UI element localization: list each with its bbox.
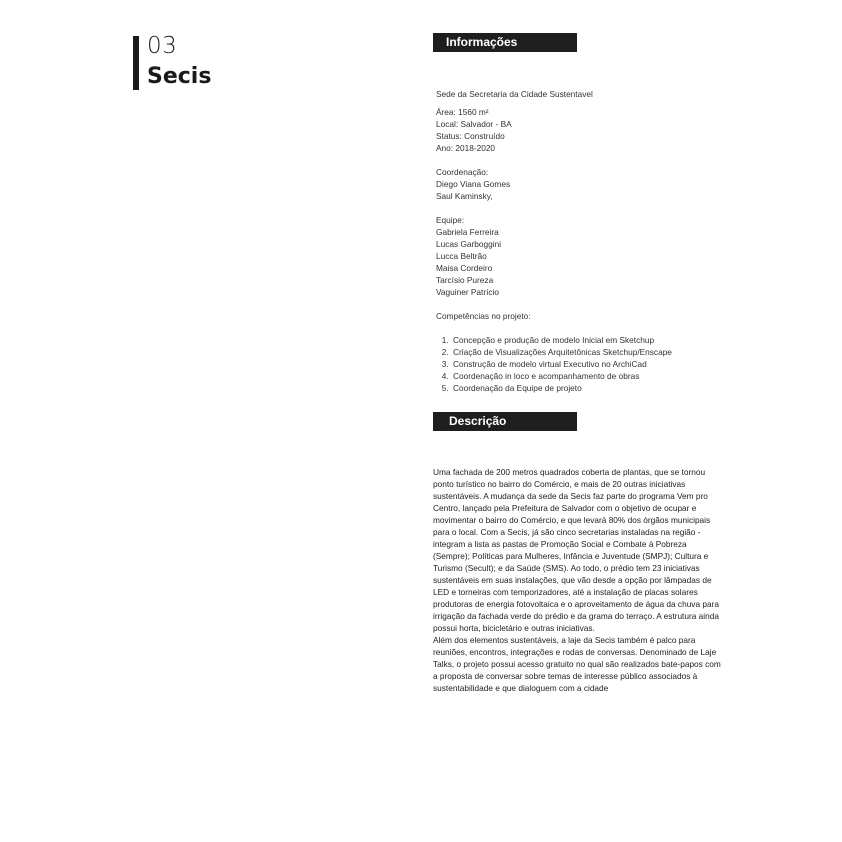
team-label: Equipe:: [436, 215, 465, 225]
coordination-label: Coordenação:: [436, 167, 489, 177]
coordinator: Saul Kaminsky,: [436, 191, 493, 201]
project-number: 03: [147, 33, 178, 59]
detail-status: Status: Construído: [436, 131, 505, 141]
team-member: Lucas Garboggini: [436, 239, 502, 249]
project-full-name: Sede da Secretaria da Cidade Sustentavel: [436, 89, 593, 99]
team-member: Lucca Beltrão: [436, 251, 487, 261]
detail-year: Ano: 2018-2020: [436, 143, 496, 153]
detail-location: Local: Salvador - BA: [436, 119, 512, 129]
description-body: [433, 466, 725, 694]
competency-item: 2. Criação de Visualizações Arquitetônicas Sketchup/Enscape: [451, 346, 736, 358]
competencies-label: Competências no projeto:: [436, 311, 531, 321]
competency-item: 1. Concepção e produção de modelo Inicial em Sketchup: [451, 334, 736, 346]
team-member: Tarcísio Pureza: [436, 275, 494, 285]
info-block: [436, 88, 736, 394]
description-paragraph: Uma fachada de 200 metros quadrados coberta de plantas, que se tornou ponto turístico no bairro do Comércio, e mais de 20 outras iniciativas sustentáveis. A mudança da sede da Secis faz parte do programa Vem pro Centro, lançado pela Prefeitura de Salvador com o objetivo de ocupar e movimentar o bairro do Comércio, e que levará 80% dos órgãos municipais para o local. Com a Secis, já são cinco secretarias instaladas na região - integram a lista as pastas de Promoção Social e Combate à Pobreza (Sempre); Políticas para Mulheres, Infância e Juventude (SMPJ); Cultura e Turismo (Secult); e da Saúde (SMS). Ao todo, o prédio tem 23 iniciativas sustentáveis em suas instalações, que vão desde a opção por lâmpadas de LED e torneiras com temporizadores, até a instalação de placas solares produtoras de energia fotovoltaica e o aproveitamento de água da chuva para irrigação da fachada verde do prédio e da grama do terraço. A estrutura ainda possui horta, bicicletário e outras iniciativas.: [433, 467, 719, 633]
team-member: Maisa Cordeiro: [436, 263, 493, 273]
competency-item: 4. Coordenação in loco e acompanhamento de obras: [451, 370, 736, 382]
description-paragraph: Além dos elementos sustentáveis, a laje da Secis também é palco para reuniões, encontros, integrações e rodas de conversas. Denominado de Laje Talks, o projeto possui acesso gratuito no qual são realizados bate-papos com a proposta de conversar sobre temas de interesse público associados à sustentabilidade e que dialoguem com a cidade: [433, 635, 721, 693]
description-section-header: Descrição: [433, 412, 577, 431]
competencies-list: [436, 334, 736, 394]
detail-area: Área: 1560 m²: [436, 107, 489, 117]
competency-item: 5. Coordenação da Equipe de projeto: [451, 382, 736, 394]
competency-item: 3. Construção de modelo virtual Executivo no ArchiCad: [451, 358, 736, 370]
team-member: Gabriela Ferreira: [436, 227, 499, 237]
project-title: Secis: [147, 64, 212, 89]
coordinator: Diego Viana Gomes: [436, 179, 511, 189]
title-accent-bar: [133, 36, 139, 90]
team-member: Vaguiner Patrício: [436, 287, 500, 297]
info-section-header: Informações: [433, 33, 577, 52]
